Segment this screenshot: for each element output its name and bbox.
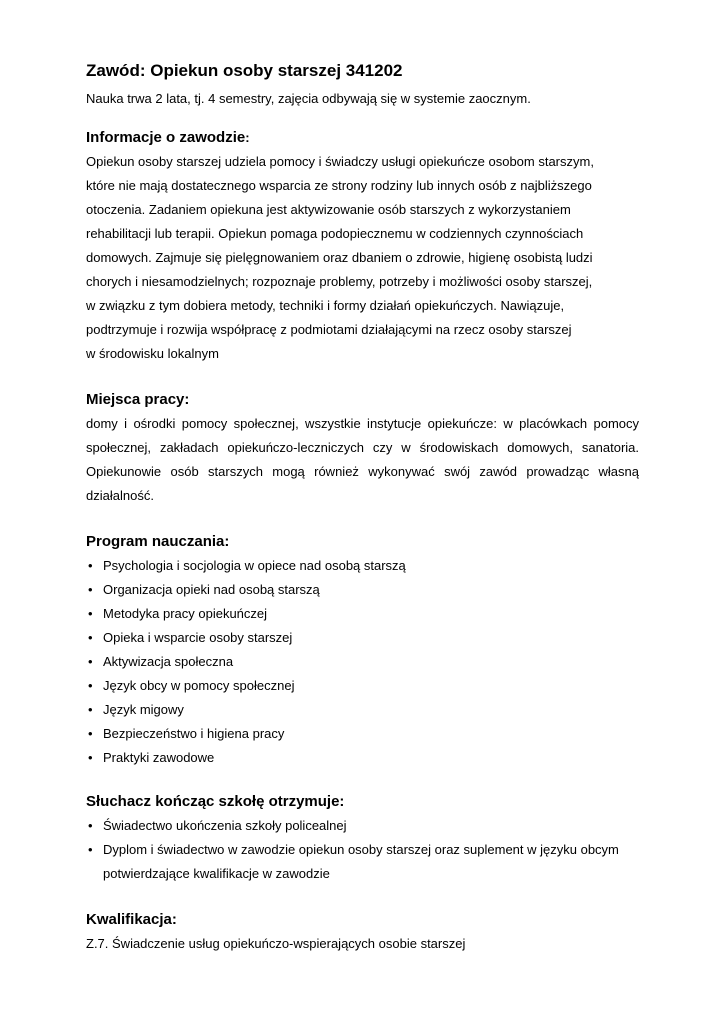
section-qualification (86, 910, 639, 956)
page-title: Zawód: Opiekun osoby starszej 341202 (86, 61, 403, 80)
qualification-text: Z.7. Świadczenie usług opiekuńczo-wspierających osobie starszej (86, 936, 466, 951)
list-item (86, 814, 639, 838)
list-item-text: Język obcy w pomocy społecznej (103, 678, 295, 693)
section-profession-info (86, 128, 639, 366)
heading-info-colon: : (245, 130, 250, 145)
heading-info-text: Informacje o zawodzie (86, 129, 246, 146)
section-heading-qualification: Kwalifikacja: (86, 911, 177, 928)
list-item (86, 746, 639, 770)
list-item-text: Dyplom i świadectwo w zawodzie opiekun osoby starszej oraz suplement w języku obcym potwierdzające kwalifikacje w zawodzie (103, 842, 619, 881)
list-item-text: Bezpieczeństwo i higiena pracy (103, 726, 285, 741)
profession-description (86, 150, 639, 366)
list-item-text: Świadectwo ukończenia szkoły policealnej (103, 818, 347, 833)
description-line: domowych. Zajmuje się pielęgnowaniem oraz dbaniem o zdrowie, higienę osobistą ludzi (86, 250, 593, 265)
description-line: w związku z tym dobiera metody, techniki i formy działań opiekuńczych. Nawiązuje, (86, 298, 565, 313)
curriculum-list (86, 554, 639, 770)
bullet-icon: • (88, 654, 93, 669)
bullet-icon: • (88, 750, 93, 765)
course-duration-text: Nauka trwa 2 lata, tj. 4 semestry, zajęcia odbywają się w systemie zaocznym. (86, 91, 531, 106)
list-item-text: Psychologia i socjologia w opiece nad osobą starszą (103, 558, 406, 573)
section-heading-info (86, 128, 639, 148)
bullet-icon: • (88, 606, 93, 621)
list-item (86, 650, 639, 674)
description-line: rehabilitacji lub terapii. Opiekun pomaga podopiecznemu w codziennych czynnościach (86, 226, 584, 241)
list-item (86, 838, 639, 886)
bullet-icon: • (88, 582, 93, 597)
bullet-icon: • (88, 630, 93, 645)
bullet-icon: • (88, 818, 93, 833)
list-item (86, 626, 639, 650)
list-item-text: Aktywizacja społeczna (103, 654, 234, 669)
description-line: które nie mają dostatecznego wsparcia ze strony rodziny lub innych osób z najbliższego (86, 178, 592, 193)
list-item-text: Praktyki zawodowe (103, 750, 215, 765)
section-heading-curriculum: Program nauczania: (86, 533, 230, 550)
section-heading-workplaces: Miejsca pracy: (86, 391, 190, 408)
graduate-list (86, 814, 639, 886)
section-workplaces (86, 390, 639, 508)
list-item (86, 698, 639, 722)
section-heading-graduate: Słuchacz kończąc szkołę otrzymuje: (86, 793, 345, 810)
description-line: w środowisku lokalnym (86, 346, 219, 361)
description-line: chorych i niesamodzielnych; rozpoznaje problemy, potrzeby i możliwości osoby starszej, (86, 274, 593, 289)
bullet-icon: • (88, 702, 93, 717)
description-line: podtrzymuje i rozwija współpracę z podmiotami działającymi na rzecz osoby starszej (86, 322, 572, 337)
list-item-text: Język migowy (103, 702, 184, 717)
bullet-icon: • (88, 558, 93, 573)
bullet-icon: • (88, 678, 93, 693)
bullet-icon: • (88, 726, 93, 741)
list-item (86, 578, 639, 602)
workplaces-text: domy i ośrodki pomocy społecznej, wszystkie instytucje opiekuńcze: w placówkach pomocy społecznej, zakładach opiekuńczo-leczniczych czy w środowiskach domowych, sanatoria. Opiekunowie osób starszych mogą również wykonywać swój zawód prowadząc własną działalność. (86, 416, 639, 503)
bullet-icon: • (88, 842, 93, 857)
list-item-text: Opieka i wsparcie osoby starszej (103, 630, 293, 645)
list-item-text: Organizacja opieki nad osobą starszą (103, 582, 320, 597)
section-curriculum (86, 532, 639, 770)
list-item (86, 674, 639, 698)
list-item (86, 602, 639, 626)
list-item (86, 722, 639, 746)
list-item-text: Metodyka pracy opiekuńczej (103, 606, 268, 621)
section-graduate-receives (86, 792, 639, 886)
description-line: Opiekun osoby starszej udziela pomocy i świadczy usługi opiekuńcze osobom starszym, (86, 154, 594, 169)
list-item (86, 554, 639, 578)
description-line: otoczenia. Zadaniem opiekuna jest aktywizowanie osób starszych z wykorzystaniem (86, 202, 571, 217)
